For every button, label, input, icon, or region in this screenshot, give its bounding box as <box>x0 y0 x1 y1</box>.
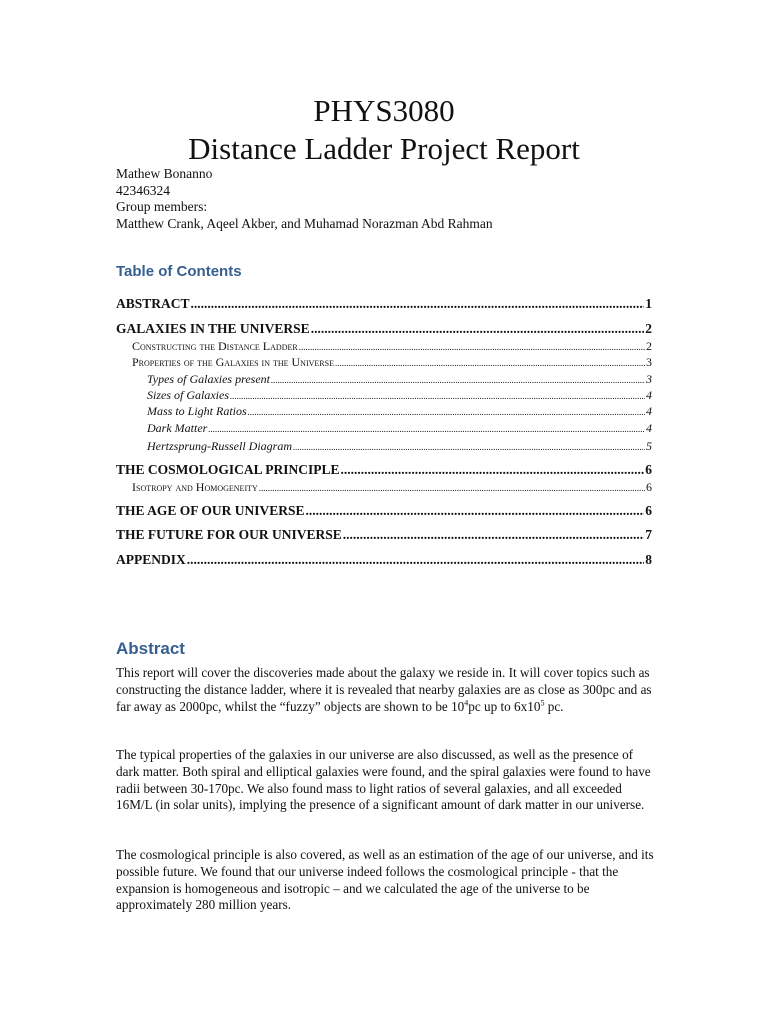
toc-entry-page: 7 <box>645 527 652 542</box>
toc-entry-label: Mass to Light Ratios <box>147 404 247 418</box>
toc-entry-page: 6 <box>645 503 652 518</box>
toc-entry-page: 5 <box>646 439 652 453</box>
group-label: Group members: <box>116 199 208 214</box>
toc-leader-dots <box>341 462 645 478</box>
toc-entry-page: 4 <box>646 388 652 402</box>
toc-heading: Table of Contents <box>116 263 242 280</box>
toc-entry-label: Constructing the Distance Ladder <box>132 339 298 353</box>
toc-entry-page: 2 <box>645 321 652 336</box>
toc-entry[interactable] <box>116 503 652 519</box>
abstract-paragraph-3: The cosmological principle is also covered, as well as an estimation of the age of our universe, and its possible future. We found that our universe indeed follows the cosmological principle - that the expansion is homogeneous and isotropic – and we calculated the age of the universe to be approximately 280 million years. <box>116 847 654 913</box>
exponent-5: 5 <box>540 698 545 708</box>
toc-leader-dots <box>248 403 645 420</box>
toc-entry-label: Sizes of Galaxies <box>147 388 229 402</box>
toc-entry-label: Hertzsprung-Russell Diagram <box>147 439 293 453</box>
toc-entry-label: Types of Galaxies present <box>147 372 270 386</box>
report-title: Distance Ladder Project Report <box>188 131 580 166</box>
abstract-p1-text: This report will cover the discoveries made about the galaxy we reside in. It will cover topics such as constructing the distance ladder, where it is revealed that nearby galaxies are as close as 300pc and as far away as 2000pc, whilst the “fuzzy” objects are shown to be 10 <box>116 665 652 714</box>
toc-leader-dots <box>293 438 645 455</box>
toc-entry[interactable] <box>116 552 652 568</box>
toc-entry-page: 4 <box>646 404 652 418</box>
course-code: PHYS3080 <box>313 93 455 128</box>
toc-entry-page: 3 <box>646 355 652 369</box>
toc-leader-dots <box>259 479 645 496</box>
toc-entry[interactable] <box>116 371 652 388</box>
abstract-p1-mid: pc up to 6x10 <box>468 698 541 714</box>
toc-entry[interactable] <box>116 438 652 455</box>
toc-leader-dots <box>191 296 645 312</box>
abstract-paragraph-1 <box>116 665 656 715</box>
group-members: Matthew Crank, Aqeel Akber, and Muhamad Norazman Abd Rahman <box>116 215 493 231</box>
toc-leader-dots <box>343 527 644 543</box>
toc-leader-dots <box>230 387 645 404</box>
toc-entry[interactable] <box>116 527 652 543</box>
toc-leader-dots <box>187 552 645 568</box>
toc-entry-page: 6 <box>646 480 652 494</box>
toc-leader-dots <box>208 420 645 437</box>
toc-entry[interactable] <box>116 387 652 404</box>
toc-entry-page: 3 <box>646 372 652 386</box>
toc-entry[interactable] <box>116 420 652 437</box>
student-id: 42346324 <box>116 182 170 198</box>
exponent-4: 4 <box>464 698 469 708</box>
toc-entry[interactable] <box>116 296 652 312</box>
toc-leader-dots <box>306 503 645 519</box>
toc-entry-label: GALAXIES IN THE UNIVERSE <box>116 321 310 336</box>
author-name: Mathew Bonanno <box>116 166 213 181</box>
toc-entry-page: 2 <box>646 339 652 353</box>
toc-entry[interactable] <box>116 338 652 355</box>
toc-entry-page: 8 <box>645 552 652 567</box>
toc-entry-label: APPENDIX <box>116 552 186 567</box>
toc-entry-page: 6 <box>645 462 652 477</box>
abstract-heading: Abstract <box>116 639 185 658</box>
toc-entry[interactable] <box>116 403 652 420</box>
abstract-paragraph-2: The typical properties of the galaxies in our universe are also discussed, as well as the presence of dark matter. Both spiral and elliptical galaxies were found, and the spiral galaxies were found to have radii between 30-170pc. We also found mass to light ratios of several galaxies, and all exceeded 16M/L (in solar units), implying the presence of a significant amount of dark matter in our universe. <box>116 747 651 813</box>
toc-entry-label: Dark Matter <box>147 421 208 435</box>
toc-entry-page: 1 <box>645 296 652 311</box>
toc-leader-dots <box>335 354 645 371</box>
toc-entry[interactable] <box>116 354 652 371</box>
toc-leader-dots <box>311 321 645 337</box>
toc-entry-page: 4 <box>646 421 652 435</box>
toc-entry[interactable] <box>116 479 652 496</box>
toc-entry[interactable] <box>116 462 652 478</box>
toc-entry-label: THE AGE OF OUR UNIVERSE <box>116 503 305 518</box>
toc-entry-label: Properties of the Galaxies in the Universe <box>132 355 334 369</box>
toc-entry-label: THE COSMOLOGICAL PRINCIPLE <box>116 462 340 477</box>
toc-leader-dots <box>299 338 645 355</box>
toc-entry-label: THE FUTURE FOR OUR UNIVERSE <box>116 527 342 542</box>
toc-leader-dots <box>271 371 645 388</box>
author-block <box>116 166 493 232</box>
abstract-p1-end: pc. <box>544 698 564 714</box>
toc-entry-label: ABSTRACT <box>116 296 190 311</box>
toc-entry[interactable] <box>116 321 652 337</box>
toc-entry-label: Isotropy and Homogeneity <box>132 480 258 494</box>
